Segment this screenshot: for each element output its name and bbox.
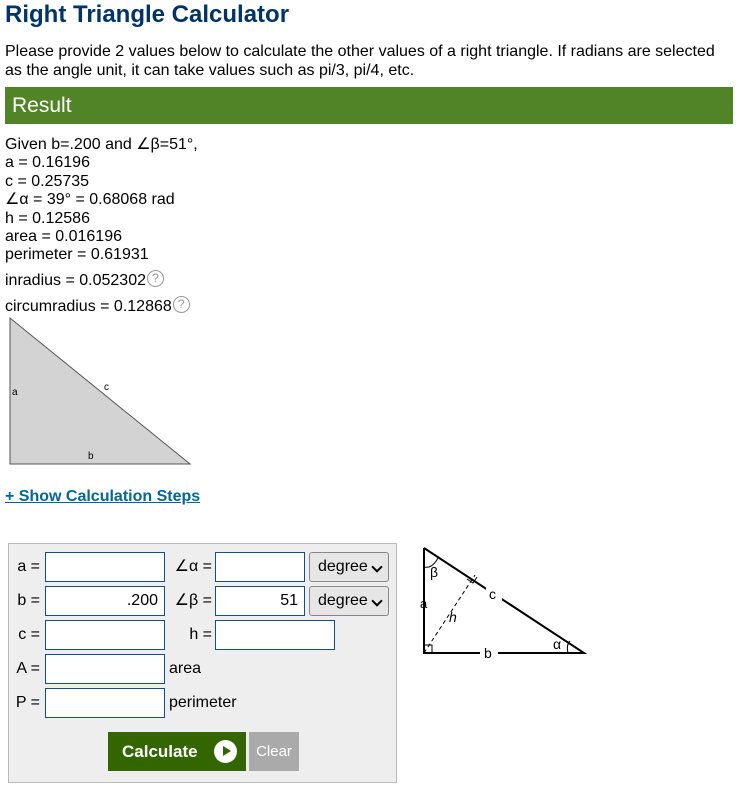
reference-label-a: a [420,596,428,611]
perimeter-input[interactable] [45,688,165,718]
reference-label-b: b [484,645,492,661]
result-circumradius: circumradius = 0.12868 [5,298,172,316]
reference-label-beta: β [430,564,439,580]
alpha-unit-value: degree [318,558,368,575]
result-triangle-label-b: b [88,451,94,462]
result-triangle-shape [10,318,190,464]
area-symbol-label: A = [16,660,40,677]
beta-input[interactable]: 51 [215,586,305,616]
h-input[interactable] [215,620,335,650]
chevron-down-icon [371,561,382,572]
beta-unit-value: degree [318,592,368,609]
inradius-help-icon[interactable]: ? [147,270,164,287]
h-label: h = [189,626,212,643]
clear-button[interactable]: Clear [249,732,299,771]
calculate-button-label: Calculate [122,742,198,761]
reference-triangle-diagram [420,545,590,661]
a-label: a = [17,558,40,575]
result-alpha: ∠α = 39° = 0.68068 rad [5,191,175,209]
c-input[interactable] [45,620,165,650]
result-c: c = 0.25735 [5,172,90,190]
a-input[interactable] [45,552,165,582]
reference-label-h: h [449,609,457,625]
play-arrow-icon [214,740,237,763]
c-label: c = [18,626,40,643]
beta-unit-select[interactable] [309,586,389,616]
result-triangle-label-c: c [104,382,109,393]
result-triangle-label-a: a [12,387,18,398]
perimeter-label: perimeter [169,694,237,711]
alpha-unit-select[interactable] [309,552,389,582]
result-perimeter: perimeter = 0.61931 [5,246,149,264]
circumradius-help-icon[interactable]: ? [173,296,190,313]
result-list [5,136,198,317]
area-input[interactable] [45,654,165,684]
reference-label-c: c [489,586,496,602]
page-title: Right Triangle Calculator [5,1,290,28]
area-label: area [169,660,202,677]
result-inradius-row [5,270,198,290]
result-header: Result [5,87,733,124]
calculator-form [8,543,397,783]
result-triangle-diagram [8,316,194,468]
result-inradius: inradius = 0.052302 [5,271,146,289]
result-circumradius-row [5,296,198,316]
alpha-input[interactable] [215,552,305,582]
result-a: a = 0.16196 [5,154,90,172]
alpha-label: ∠α = [174,558,212,575]
perimeter-symbol-label: P = [15,694,40,711]
intro-text: Please provide 2 values below to calculate the other values of a right triangle. If radians are selected as the angle unit, it can take values such as pi/3, pi/4, etc. [5,43,715,79]
reference-label-alpha: α [553,636,562,652]
result-given: Given b=.200 and ∠β=51°, [5,136,198,153]
beta-label: ∠β = [174,592,212,609]
chevron-down-icon [371,595,382,606]
result-area: area = 0.016196 [5,228,122,246]
b-input[interactable]: .200 [45,586,165,616]
result-h: h = 0.12586 [5,209,90,227]
b-label: b = [17,592,40,609]
show-calculation-steps-link[interactable]: + Show Calculation Steps [5,488,201,505]
calculate-button[interactable] [108,732,246,771]
